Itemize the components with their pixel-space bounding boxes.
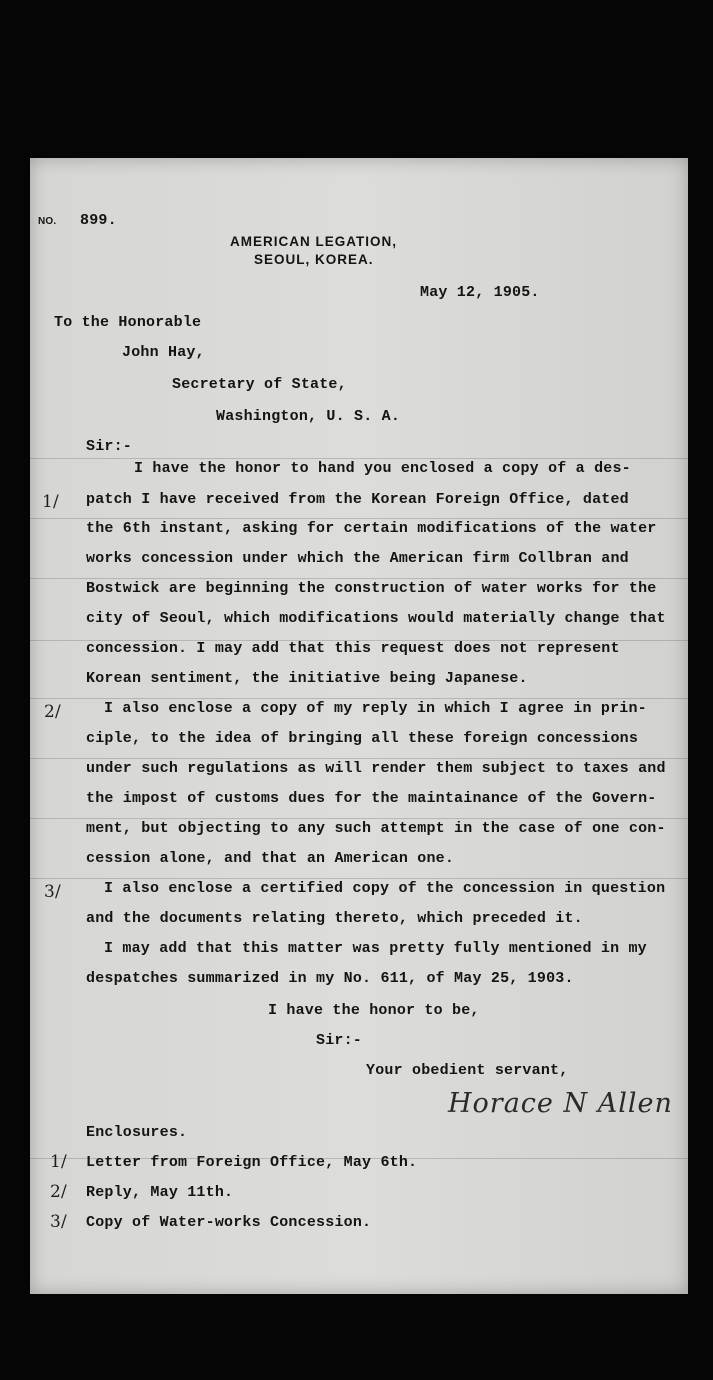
address-line-4: Washington, U. S. A. — [216, 408, 401, 425]
body-line: under such regulations as will render them subject to taxes and — [86, 760, 666, 777]
body-line: Korean sentiment, the initiative being Japanese. — [86, 670, 528, 687]
margin-mark-2: 2/ — [44, 702, 61, 722]
letter-date: May 12, 1905. — [420, 284, 540, 301]
body-line: concession. I may add that this request does not represent — [86, 640, 620, 657]
closing-line-3: Your obedient servant, — [366, 1062, 569, 1079]
body-line: the impost of customs dues for the maintainance of the Govern- — [86, 790, 657, 807]
enclosures-title: Enclosures. — [86, 1124, 188, 1141]
enclosure-item-3: Copy of Water-works Concession. — [86, 1214, 372, 1231]
body-line: and the documents relating thereto, which preceded it. — [86, 910, 583, 927]
closing-line-2: Sir:- — [316, 1032, 363, 1049]
legation-heading: AMERICAN LEGATION, — [230, 234, 397, 249]
despatch-number: 899. — [80, 212, 117, 229]
body-line: patch I have received from the Korean Foreign Office, dated — [86, 491, 629, 508]
body-line: Bostwick are beginning the construction of water works for the — [86, 580, 657, 597]
enclosure-item-1: Letter from Foreign Office, May 6th. — [86, 1154, 418, 1171]
address-line-1: To the Honorable — [54, 314, 202, 331]
body-line: cession alone, and that an American one. — [86, 850, 455, 867]
location-heading: SEOUL, KOREA. — [254, 252, 374, 267]
body-line: the 6th instant, asking for certain modifications of the water — [86, 520, 657, 537]
enclosure-mark-2: 2/ — [50, 1182, 67, 1202]
body-line: ment, but objecting to any such attempt in the case of one con- — [86, 820, 666, 837]
number-label: NO. — [38, 216, 57, 227]
closing-line-1: I have the honor to be, — [268, 1002, 480, 1019]
letter-page — [30, 158, 688, 1294]
address-line-2: John Hay, — [122, 344, 205, 361]
body-line: ciple, to the idea of bringing all these foreign concessions — [86, 730, 639, 747]
body-line: works concession under which the American firm Collbran and — [86, 550, 629, 567]
body-line: despatches summarized in my No. 611, of May 25, 1903. — [86, 970, 574, 987]
body-line: I also enclose a certified copy of the concession in question — [104, 880, 666, 897]
signature: Horace N Allen — [448, 1088, 673, 1119]
margin-mark-1: 1/ — [42, 492, 59, 512]
body-line: I also enclose a copy of my reply in which I agree in prin- — [104, 700, 647, 717]
salutation: Sir:- — [86, 438, 133, 455]
enclosure-mark-3: 3/ — [50, 1212, 67, 1232]
body-line: city of Seoul, which modifications would materially change that — [86, 610, 666, 627]
enclosure-item-2: Reply, May 11th. — [86, 1184, 234, 1201]
body-line: I have the honor to hand you enclosed a copy of a des- — [134, 460, 631, 477]
address-line-3: Secretary of State, — [172, 376, 347, 393]
enclosure-mark-1: 1/ — [50, 1152, 67, 1172]
margin-mark-3: 3/ — [44, 882, 61, 902]
body-line: I may add that this matter was pretty fully mentioned in my — [104, 940, 647, 957]
